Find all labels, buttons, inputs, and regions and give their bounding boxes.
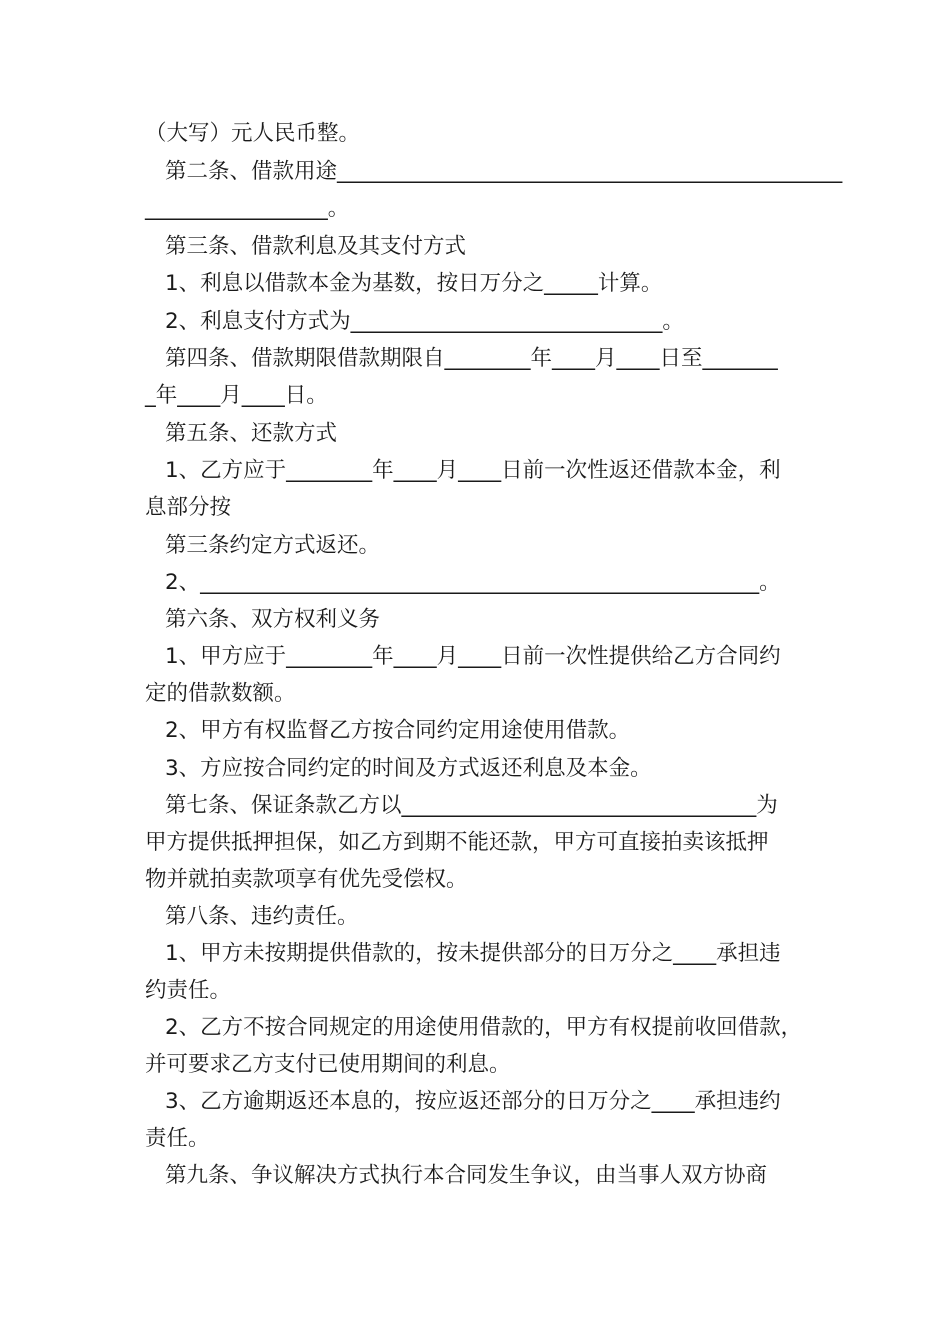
text-line: 甲方提供抵押担保，如乙方到期不能还款，甲方可直接拍卖该抵押 bbox=[145, 830, 769, 855]
text-line: 约责任。 bbox=[145, 978, 232, 1003]
text-line: 第八条、违约责任。 bbox=[165, 904, 359, 929]
text-line: 并可要求乙方支付已使用期间的利息。 bbox=[145, 1052, 511, 1077]
text-line: 息部分按 bbox=[145, 495, 232, 520]
text-line: 第七条、保证条款乙方以_________________________________为 bbox=[165, 793, 778, 818]
text-line: 第二条、借款用途_______________________________________________ bbox=[165, 159, 843, 184]
text-line: 定的借款数额。 bbox=[145, 681, 296, 706]
text-line: 第四条、借款期限借款期限自________年____月____日至_______ bbox=[165, 346, 778, 371]
text-line: 第三条、借款利息及其支付方式 bbox=[165, 234, 467, 259]
text-line: 责任。 bbox=[145, 1126, 210, 1151]
text-line: 第五条、还款方式 bbox=[165, 421, 338, 446]
text-line: _年____月____日。 bbox=[145, 383, 328, 408]
text-line: _________________。 bbox=[145, 196, 350, 221]
text-line: 第六条、双方权利义务 bbox=[165, 607, 381, 632]
text-line: （大写）元人民币整。 bbox=[145, 121, 361, 146]
text-line: 第九条、争议解决方式执行本合同发生争议，由当事人双方协商 bbox=[165, 1163, 768, 1188]
text-line: 1、乙方应于________年____月____日前一次性返还借款本金，利 bbox=[165, 458, 781, 483]
text-line: 2、乙方不按合同规定的用途使用借款的，甲方有权提前收回借款， bbox=[165, 1015, 803, 1040]
text-line: 1、甲方应于________年____月____日前一次性提供给乙方合同约 bbox=[165, 644, 781, 669]
text-line: 2、甲方有权监督乙方按合同约定用途使用借款。 bbox=[165, 718, 631, 743]
text-line: 第三条约定方式返还。 bbox=[165, 533, 381, 558]
text-line: 2、利息支付方式为_____________________________。 bbox=[165, 309, 684, 334]
text-line: 3、乙方逾期返还本息的，按应返还部分的日万分之____承担违约 bbox=[165, 1089, 781, 1114]
text-line: 1、利息以借款本金为基数，按日万分之_____计算。 bbox=[165, 271, 663, 296]
text-line: 物并就拍卖款项享有优先受偿权。 bbox=[145, 867, 468, 892]
text-line: 2、____________________________________________________。 bbox=[165, 570, 781, 595]
text-line: 1、甲方未按期提供借款的，按未提供部分的日万分之____承担违 bbox=[165, 941, 781, 966]
text-line: 3、方应按合同约定的时间及方式返还利息及本金。 bbox=[165, 756, 652, 781]
